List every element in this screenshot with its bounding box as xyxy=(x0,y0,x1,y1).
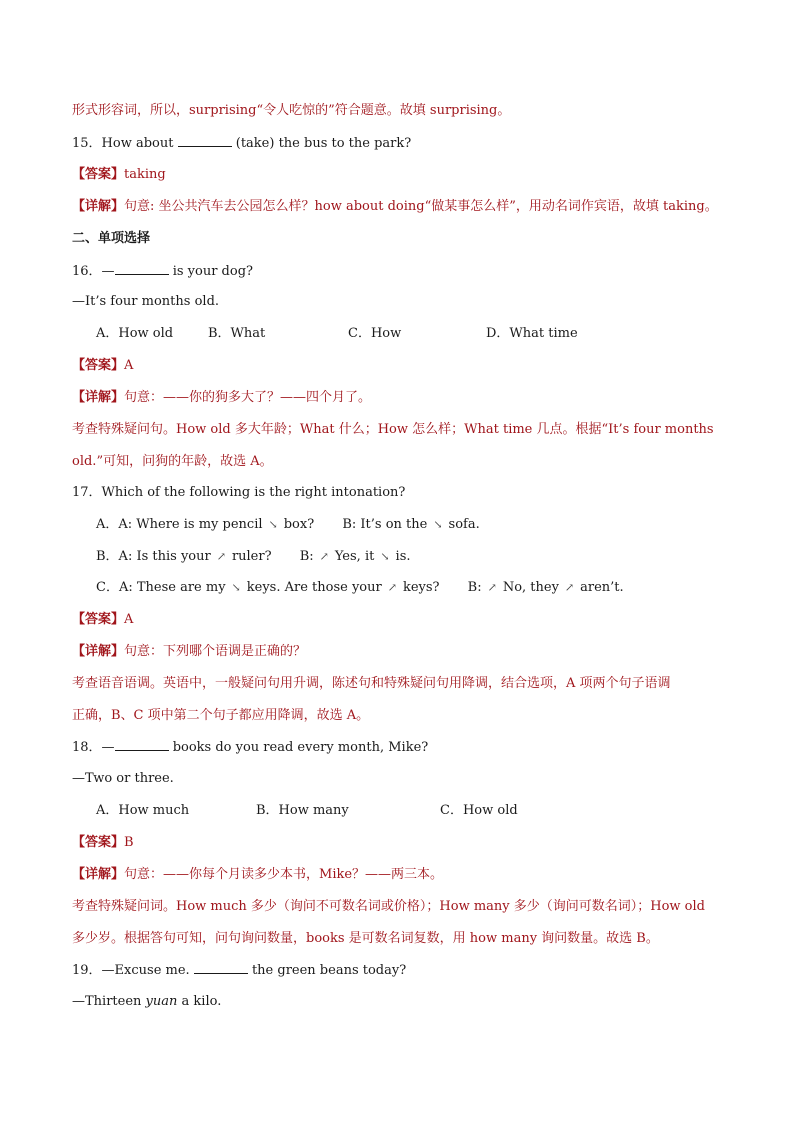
option-18-c: C．How old xyxy=(440,803,518,818)
explanation-label: 【详解】 xyxy=(72,867,125,882)
option-text: No, they xyxy=(502,580,559,595)
question-19 xyxy=(72,961,734,980)
question-16-rest: is your dog? xyxy=(172,264,253,279)
falling-intonation-icon: ↘ xyxy=(433,518,443,531)
option-16-a: A．How old xyxy=(96,326,174,341)
reply-currency: yuan xyxy=(145,994,178,1009)
explanation-16 xyxy=(72,389,734,407)
falling-intonation-icon: ↘ xyxy=(380,550,390,563)
option-text: aren’t. xyxy=(580,580,624,595)
answer-blank xyxy=(178,134,232,147)
option-16-c: C．How xyxy=(348,326,402,341)
rising-intonation-icon: ↗ xyxy=(487,581,497,594)
explanation-18 xyxy=(72,866,734,884)
option-text: box? xyxy=(283,517,315,532)
rising-intonation-icon: ↗ xyxy=(564,581,575,594)
question-19-rest: the green beans today? xyxy=(251,963,407,978)
option-text: B: xyxy=(299,549,314,564)
explanation-17-line3: 正确，B、C 项中第二个句子都应用降调，故选 A。 xyxy=(72,708,370,723)
question-18-stem: 18．— xyxy=(72,740,115,755)
option-17-c xyxy=(96,579,624,597)
explanation-text: 句意: 坐公共汽车去公园怎么样？how about doing“做某事怎么样”，用动名词作宾语，故填 taking。 xyxy=(124,199,718,214)
option-text: A．A: Where is my pencil xyxy=(96,517,263,532)
answer-16 xyxy=(72,357,734,375)
explanation-16-line3: old.”可知，问狗的年龄，故选 A。 xyxy=(72,454,273,469)
question-16-reply: —It’s four months old. xyxy=(72,294,220,309)
explanation-label: 【详解】 xyxy=(72,390,125,405)
answer-label: 【答案】 xyxy=(72,612,125,627)
question-18 xyxy=(72,738,734,757)
question-16 xyxy=(72,262,734,281)
option-18-b: B．How many xyxy=(256,803,349,818)
answer-value: A xyxy=(124,612,134,627)
falling-intonation-icon: ↘ xyxy=(231,581,241,594)
explanation-text: 句意：——你每个月读多少本书，Mike？——两三本。 xyxy=(124,867,444,882)
explanation-text: 句意：——你的狗多大了？——四个月了。 xyxy=(124,390,372,405)
option-text: keys? xyxy=(402,580,440,595)
question-15 xyxy=(72,134,734,153)
rising-intonation-icon: ↗ xyxy=(319,550,329,563)
answer-blank xyxy=(115,738,169,751)
option-text: is. xyxy=(395,549,411,564)
explanation-15 xyxy=(72,198,734,216)
answer-17 xyxy=(72,611,734,629)
option-text: sofa. xyxy=(448,517,480,532)
explanation-18-line3: 多少岁。根据答句可知，问句询问数量，books 是可数名词复数，用 how many 询问数量。故选 B。 xyxy=(72,931,659,946)
continued-explanation: 形式形容词，所以，surprising“令人吃惊的”符合题意。故填 surprising。 xyxy=(72,103,511,118)
option-18-a: A．How much xyxy=(96,803,190,818)
falling-intonation-icon: ↘ xyxy=(268,518,278,531)
option-16-b: B．What xyxy=(208,326,266,341)
option-text: keys. Are those your xyxy=(246,580,382,595)
question-15-stem: 15．How about xyxy=(72,136,174,151)
explanation-18-line2: 考查特殊疑问词。How much 多少（询问不可数名词或价格）；How many 多少（询问可数名词）；How old xyxy=(72,899,705,914)
question-15-rest: (take) the bus to the park? xyxy=(235,136,412,151)
answer-blank xyxy=(115,262,169,275)
answer-value: B xyxy=(124,835,134,850)
answer-15 xyxy=(72,166,734,184)
answer-18 xyxy=(72,834,734,852)
question-17-stem: 17．Which of the following is the right intonation? xyxy=(72,485,406,500)
option-text: C．A: These are my xyxy=(96,580,226,595)
option-text: B: It’s on the xyxy=(342,517,428,532)
answer-value: taking xyxy=(124,167,166,182)
explanation-17 xyxy=(72,643,734,661)
answer-value: A xyxy=(124,358,134,373)
question-19-stem: 19．—Excuse me. xyxy=(72,963,190,978)
answer-label: 【答案】 xyxy=(72,358,125,373)
reply-text: a kilo. xyxy=(181,994,222,1009)
explanation-text: 句意：下列哪个语调是正确的？ xyxy=(124,644,307,659)
option-17-a xyxy=(96,516,480,534)
section-heading: 二、单项选择 xyxy=(72,231,151,246)
option-text: ruler? xyxy=(231,549,272,564)
explanation-label: 【详解】 xyxy=(72,644,125,659)
question-16-stem: 16．— xyxy=(72,264,115,279)
rising-intonation-icon: ↗ xyxy=(216,550,226,563)
answer-label: 【答案】 xyxy=(72,167,125,182)
option-17-b xyxy=(96,548,411,566)
option-text: B．A: Is this your xyxy=(96,549,211,564)
rising-intonation-icon: ↗ xyxy=(387,581,397,594)
option-16-d: D．What time xyxy=(486,326,578,341)
reply-text: —Thirteen xyxy=(72,994,142,1009)
explanation-17-line2: 考查语音语调。英语中，一般疑问句用升调，陈述句和特殊疑问句用降调，结合选项，A 项两个句子语调 xyxy=(72,676,671,691)
option-text: B: xyxy=(467,580,482,595)
option-text: Yes, it xyxy=(334,549,375,564)
question-18-reply: —Two or three. xyxy=(72,771,174,786)
question-18-rest: books do you read every month, Mike? xyxy=(172,740,429,755)
question-19-reply xyxy=(72,993,734,1011)
answer-blank xyxy=(194,961,248,974)
answer-label: 【答案】 xyxy=(72,835,125,850)
explanation-16-line2: 考查特殊疑问句。How old 多大年龄；What 什么；How 怎么样；What time 几点。根据“It’s four months xyxy=(72,422,714,437)
explanation-label: 【详解】 xyxy=(72,199,125,214)
